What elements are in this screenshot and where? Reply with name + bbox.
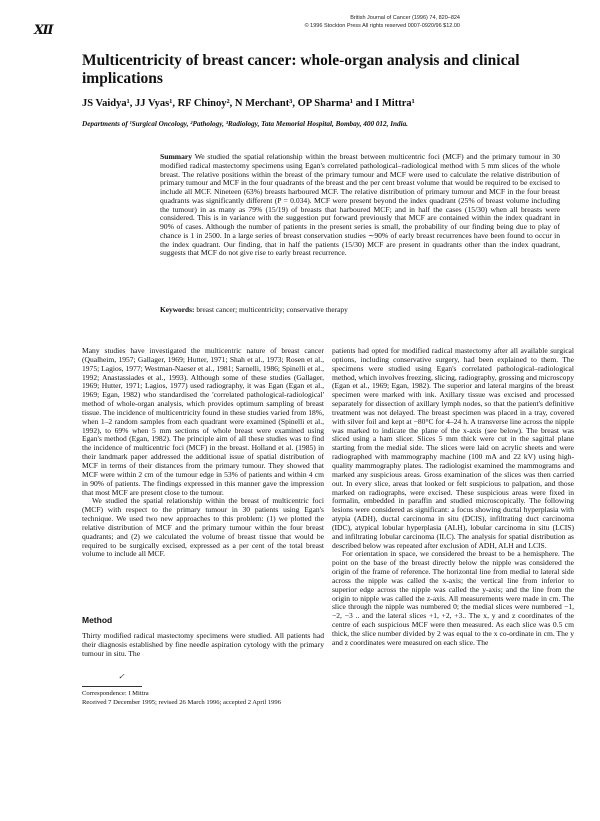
orientation-paragraph: For orientation in space, we considered the breast to be a hemisphere. The point on the base of the breast directly below the nipple was considered the origin of the frame of reference. The horizontal line from medial to lateral side across the nipple was called the x-axis; the vertical line from inferior to superior edge across the nipple was called the y-axis; and the line from the origin to nipple was called the z-axis. All measurements were made in cm. The slice through the nipple was numbered 0; the medial slices were numbered −1, −2, −3 .. and the lateral slices +1, +2, +3.. The x, y and z coordinates of the centre of each suspicious MCF were then measured. As each slice was 0.5 cm thick, the slice number divided by 2 was equal to the x co-ordinate in cm. The y and z coordinates were measured on each slice. The bbox=[332, 549, 574, 647]
keywords bbox=[160, 305, 560, 314]
keywords-text: breast cancer; multicentricity; conservative therapy bbox=[196, 305, 348, 314]
departments: Departments of ¹Surgical Oncology, ²Pathology, ³Radiology, Tata Memorial Hospital, Bombay, 400 012, India. bbox=[82, 120, 408, 128]
keywords-label: Keywords: bbox=[160, 305, 195, 314]
intro-paragraph-2: We studied the spatial relationship within the breast of multicentric foci (MCF) with respect to the primary tumour in 30 patients using Egan's technique. We used two new approaches to this problem: (1) we plotted the relative distribution of MCF and the primary tumour within the four breast quadrants; and (2) we calculated the volume of breast tissue that would be required to be surgically excised, expressed as a per cent of the total breast volume to include all MCF. bbox=[82, 496, 324, 559]
method-heading: Method bbox=[82, 615, 113, 625]
method-paragraph-cont: patients had opted for modified radical mastectomy after all available surgical options, including conservative surgery, had been explained to them. The specimens were studied using Egan's correlated pathological–radiological method, which involves freezing, slicing, radiography, grossing and microscopy (Egan et al., 1969; Egan, 1982). The superior and lateral margins of the breast specimen were marked with ink. Axillary tissue was excised and processed separately for dissection of axillary lymph nodes, so that the patient's definitive treatment was not delayed. The breast specimen was placed in a tray, covered with silver foil and kept at −80°C for 4–24 h. A transverse line across the nipple was marked to indicate the plane of the x-axis (see below). The breast was sliced using a ham slicer. Slices 5 mm thick were cut in the sagittal plane starting from the medial side. The slices were laid on acrylic sheets and were radiographed with mammography machine (100 mA and 22 kV) using high-quality mammography plates. The radiologist examined the mammograms and marked any suspicious areas. Gross examination of the slices was then carried out. In every slice, areas that looked or felt suspicious to palpation, and those marked on radiographs, were excised. These suspicious areas were fixed in formalin, embedded in paraffin and studied microscopically. The following lesions were considered as significant: a focus showing ductal hyperplasia with atypia (ADH), ductal carcinoma in situ (DCIS), infiltrating duct carcinoma (IDC), atypical lobular hyperplasia (ALH), lobular carcinoma in situ (LCIS) and infiltrating lobular carcinoma (ILC). The analysis for spatial distribution as described below was repeated after exclusion of ADH, ALH and LCIS. bbox=[332, 346, 574, 550]
journal-copyright: © 1996 Stockton Press All rights reserved 0007-0920/96 $12.00 bbox=[304, 23, 460, 29]
intro-paragraph-1: Many studies have investigated the multicentric nature of breast cancer (Qualheim, 1957; Gallager, 1969; Hutter, 1971; Shah et al., 1973; Rosen et al., 1975; Lagios, 1977; Westman-Naeser et al., 1981; Sarnelli, 1986; Spinelli et al., 1992; Anastassiades et al., 1993). Although some of these studies (Gallager, 1969; Hutter, 1971; Lagios, 1977) used radiography, it was Egan (Egan et al., 1969; Egan, 1982) who standardised the 'correlated pathological-radiological' method of whole-organ analysis, which provides optimum sampling of breast tissue. The incidence of multicentricity found in these studies varied from 18%, when 1–2 random samples from each quadrant were examined (Spinelli et al., 1992), to 69% when 5 mm sections of whole breast were examined using Egan's method (Egan, 1982). The principle aim of all these studies was to find the incidence of multicentric foci (MCF) in the breast. Holland et al. (1985) in their landmark paper addressed the additional issue of spatial distribution of MCF in terms of their distances from the primary tumour. They showed that MCF were within 2 cm of the tumour edge in 53% of patients and within 4 cm in 90% of patients. The findings expressed in this manner gave the impression that most MCF are present close to the tumour. bbox=[82, 346, 324, 497]
article-title: Multicentricity of breast cancer: whole-organ analysis and clinical implications bbox=[82, 52, 520, 87]
summary-label: Summary bbox=[160, 152, 193, 161]
journal-info bbox=[100, 14, 460, 30]
footnote-divider bbox=[82, 686, 142, 687]
journal-citation: British Journal of Cancer (1996) 74, 820–824 bbox=[350, 15, 460, 21]
received-dates: Received 7 December 1995; revised 26 March 1996; accepted 2 April 1996 bbox=[82, 699, 282, 706]
footnote-mark: ✓ bbox=[118, 672, 125, 681]
correspondence: Correspondence: I Mittra bbox=[82, 690, 149, 697]
right-column bbox=[332, 347, 574, 648]
method-paragraph: Thirty modified radical mastectomy specimens were studied. All patients had their diagnosis established by fine needle aspiration cytology with the primary tumour in situ. The bbox=[82, 631, 324, 658]
journal-logo: Ⅻ bbox=[34, 22, 53, 37]
author-list: JS Vaidya¹, JJ Vyas¹, RF Chinoy², N Merchant³, OP Sharma¹ and I Mittra¹ bbox=[82, 98, 415, 109]
left-column bbox=[82, 347, 324, 559]
summary-text: We studied the spatial relationship within the breast between multicentric foci (MCF) and the primary tumour in 30 modified radical mastectomy specimens using Egan's correlated pathological–radiological method with 5 mm slices of the whole breast. The relative positions within the breast of the primary tumour and MCF were used to calculate the relative distribution of primary tumour and MCF in the four quadrants of the breast and the per cent breast volume that would be required to be excised to include all MCF. Nineteen (63%) breasts harboured MCF. The relative distribution of primary tumour and MCF in the four breast quadrants was significantly different (P = 0.034). MCF were present beyond the index quadrant (25% of breast volume including the tumour) in as many as 79% (15/19) of breasts that harboured MCF; and in half the cases (15/30) when all breasts were considered. This is in variance with the suggestion put forward previously that MCF are contained within the index quadrant in 90% of cases. Although the number of patients in the present series is small, the probability of our finding being due to play of chance is 1 in 2500. In a large series of breast conservation studies ∼90% of early breast recurrences have been found to occur in the index quadrant. Our finding, that in half the patients (15/30) MCF are present in quadrants other than the index quadrant, suggests that MCF do not give rise to early breast recurrence. bbox=[160, 152, 561, 258]
abstract bbox=[160, 153, 560, 258]
